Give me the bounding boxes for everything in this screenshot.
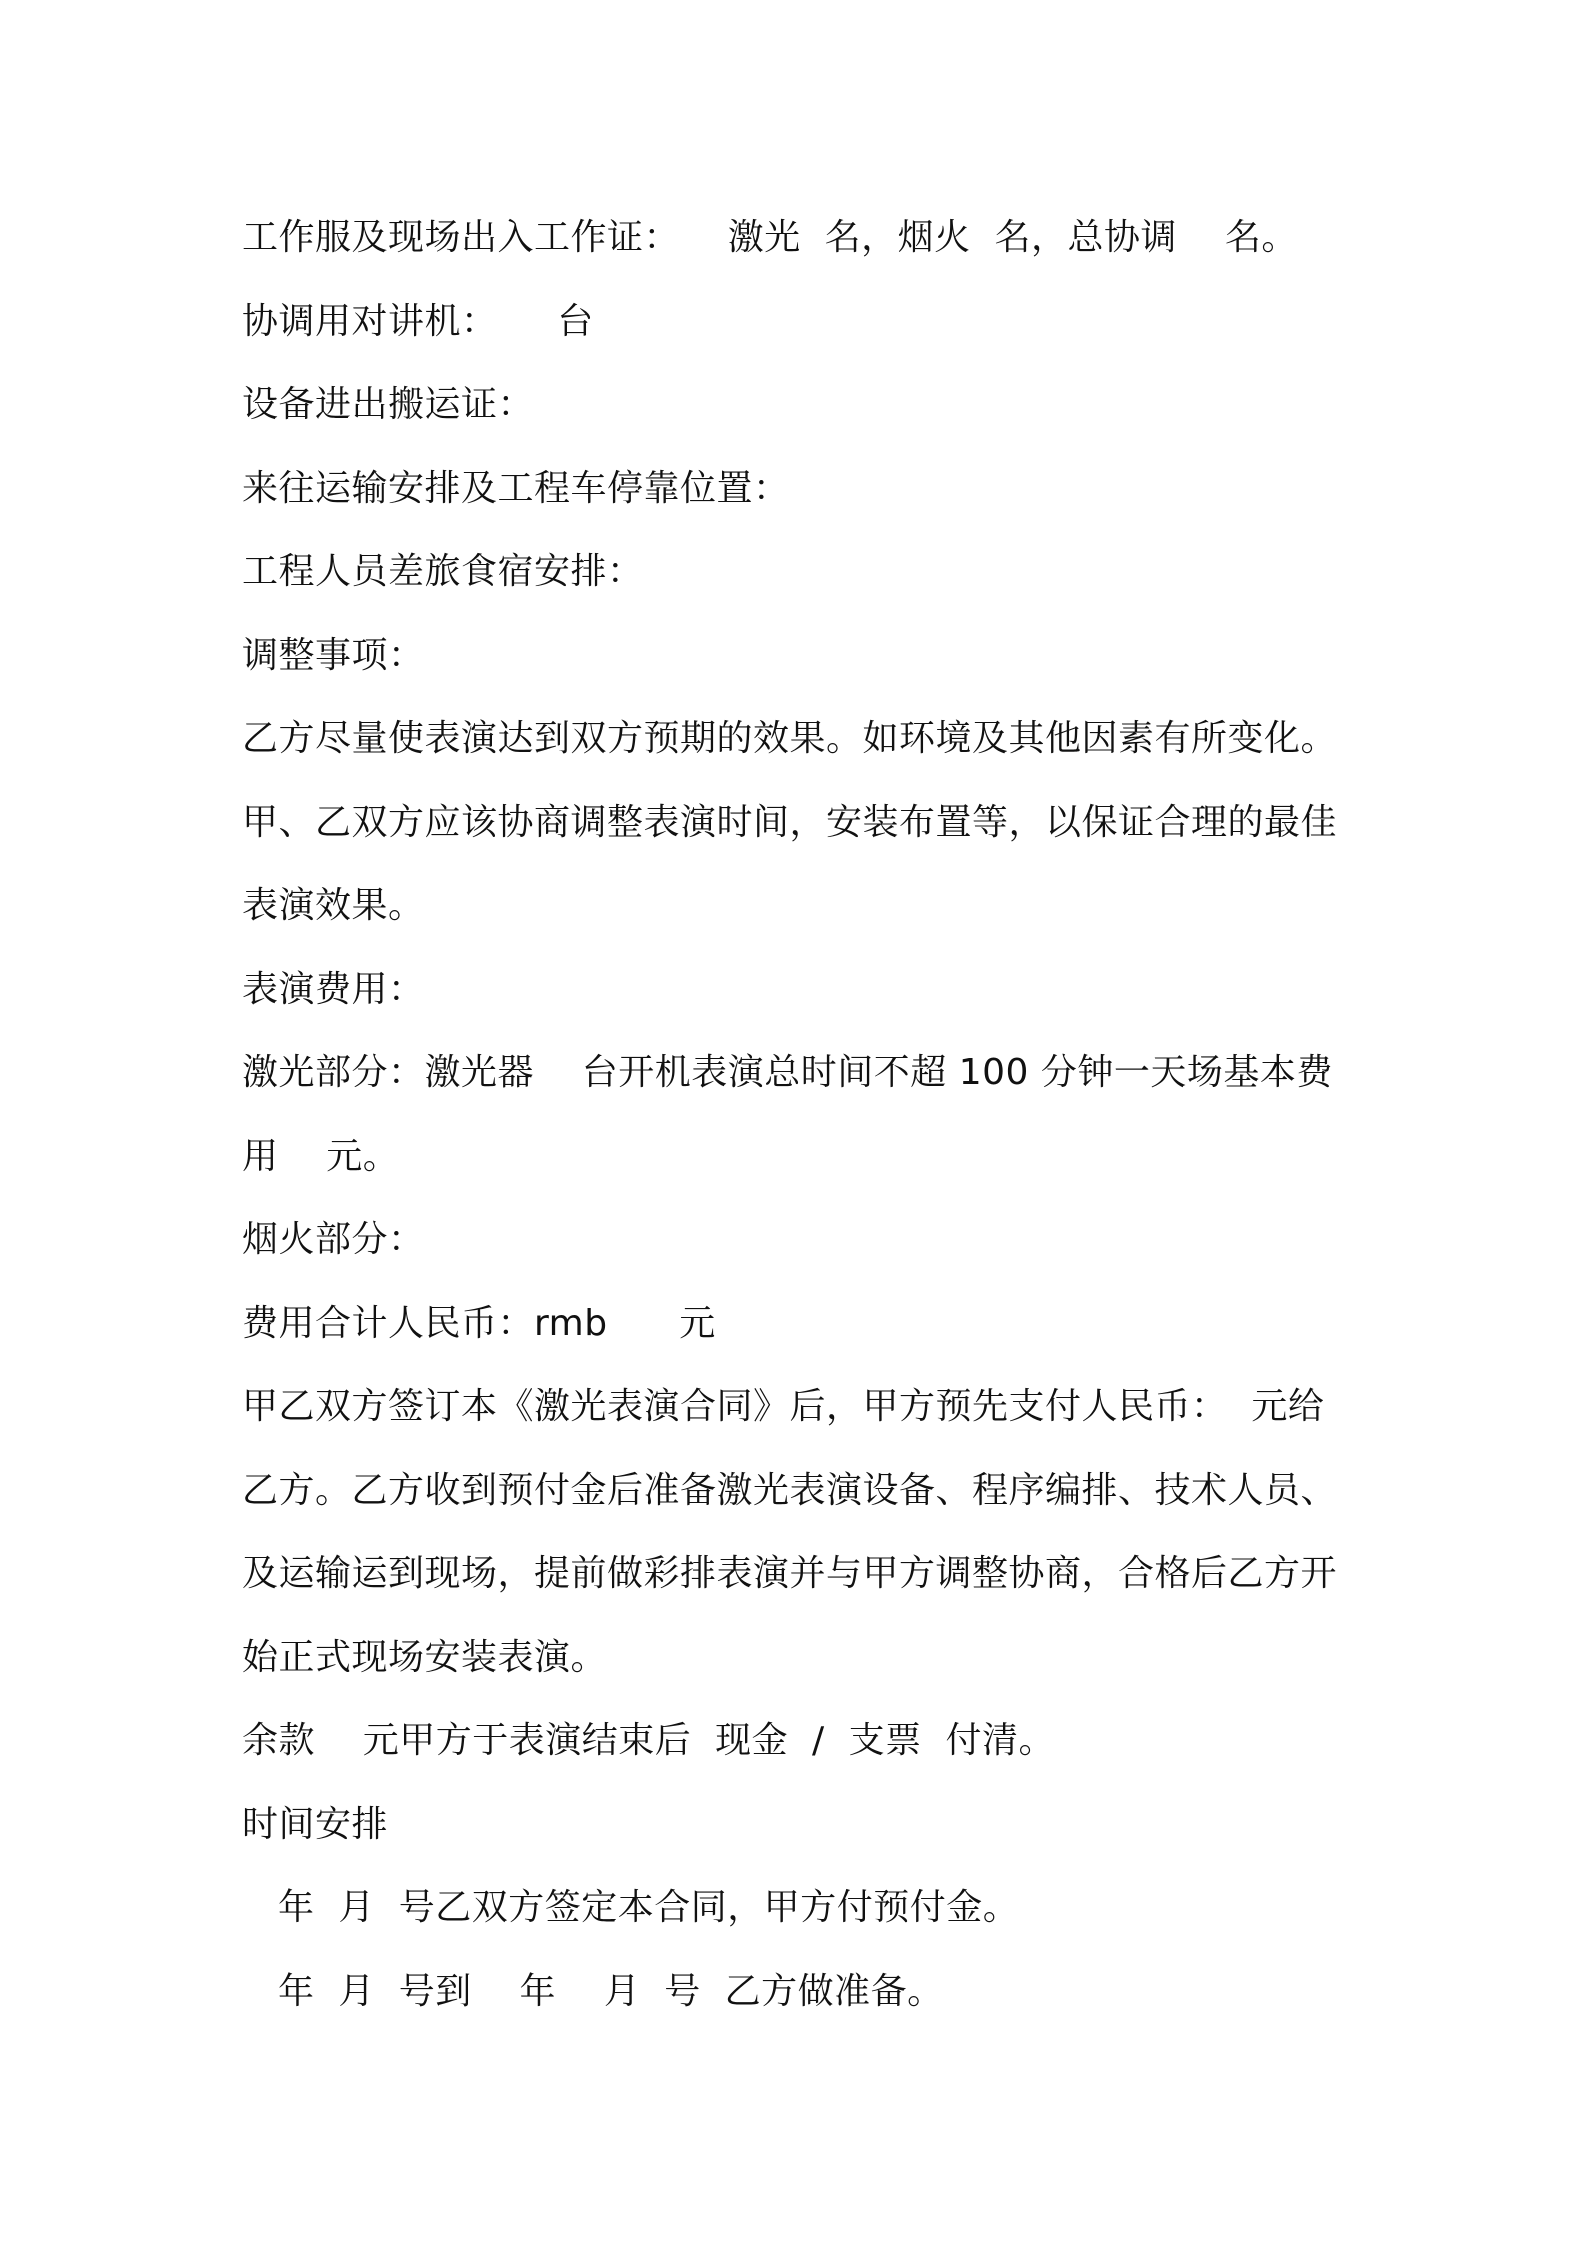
- adjustments-paragraph-line-1: 乙方尽量使表演达到双方预期的效果。如环境及其他因素有所变化。: [242, 718, 1338, 759]
- travel-accommodation-line: 工程人员差旅食宿安排：: [242, 551, 644, 592]
- fireworks-fee-line: 烟火部分：: [242, 1219, 425, 1260]
- schedule-heading: 时间安排: [242, 1803, 389, 1845]
- laser-fee-line-2: 用 元。: [242, 1135, 400, 1177]
- equipment-pass-line: 设备进出搬运证：: [242, 384, 535, 425]
- total-fee-line: 费用合计人民币：rmb 元: [242, 1302, 716, 1344]
- adjustments-paragraph-line-3: 表演效果。: [242, 885, 425, 926]
- balance-payment-line: 余款 元甲方于表演结束后 现金 / 支票 付清。: [242, 1720, 1055, 1761]
- prepayment-paragraph-line-1: 甲乙双方签订本《激光表演合同》后，甲方预先支付人民币： 元给: [242, 1386, 1325, 1427]
- prepayment-paragraph-line-2: 乙方。乙方收到预付金后准备激光表演设备、程序编排、技术人员、: [242, 1469, 1338, 1511]
- transport-parking-line: 来往运输安排及工程车停靠位置：: [242, 467, 790, 509]
- document-body: [242, 196, 1372, 2033]
- schedule-item-2: 年 月 号到 年 月 号 乙方做准备。: [278, 1970, 944, 2012]
- prepayment-paragraph-line-4: 始正式现场安装表演。: [242, 1636, 608, 1678]
- fees-heading: 表演费用：: [242, 968, 425, 1010]
- adjustments-heading: 调整事项：: [242, 634, 425, 676]
- adjustments-paragraph-line-2: 甲、乙双方应该协商调整表演时间，安装布置等，以保证合理的最佳: [242, 801, 1338, 843]
- walkie-talkie-line: 协调用对讲机： 台: [242, 300, 594, 342]
- prepayment-paragraph-line-3: 及运输运到现场，提前做彩排表演并与甲方调整协商，合格后乙方开: [242, 1553, 1338, 1594]
- laser-fee-line-1: 激光部分：激光器 台开机表演总时间不超 100 分钟一天场基本费: [242, 1052, 1333, 1093]
- schedule-item-1: 年 月 号乙双方签定本合同，甲方付预付金。: [278, 1887, 1020, 1928]
- workwear-pass-line: 工作服及现场出入工作证： 激光 名，烟火 名，总协调 名。: [242, 217, 1298, 258]
